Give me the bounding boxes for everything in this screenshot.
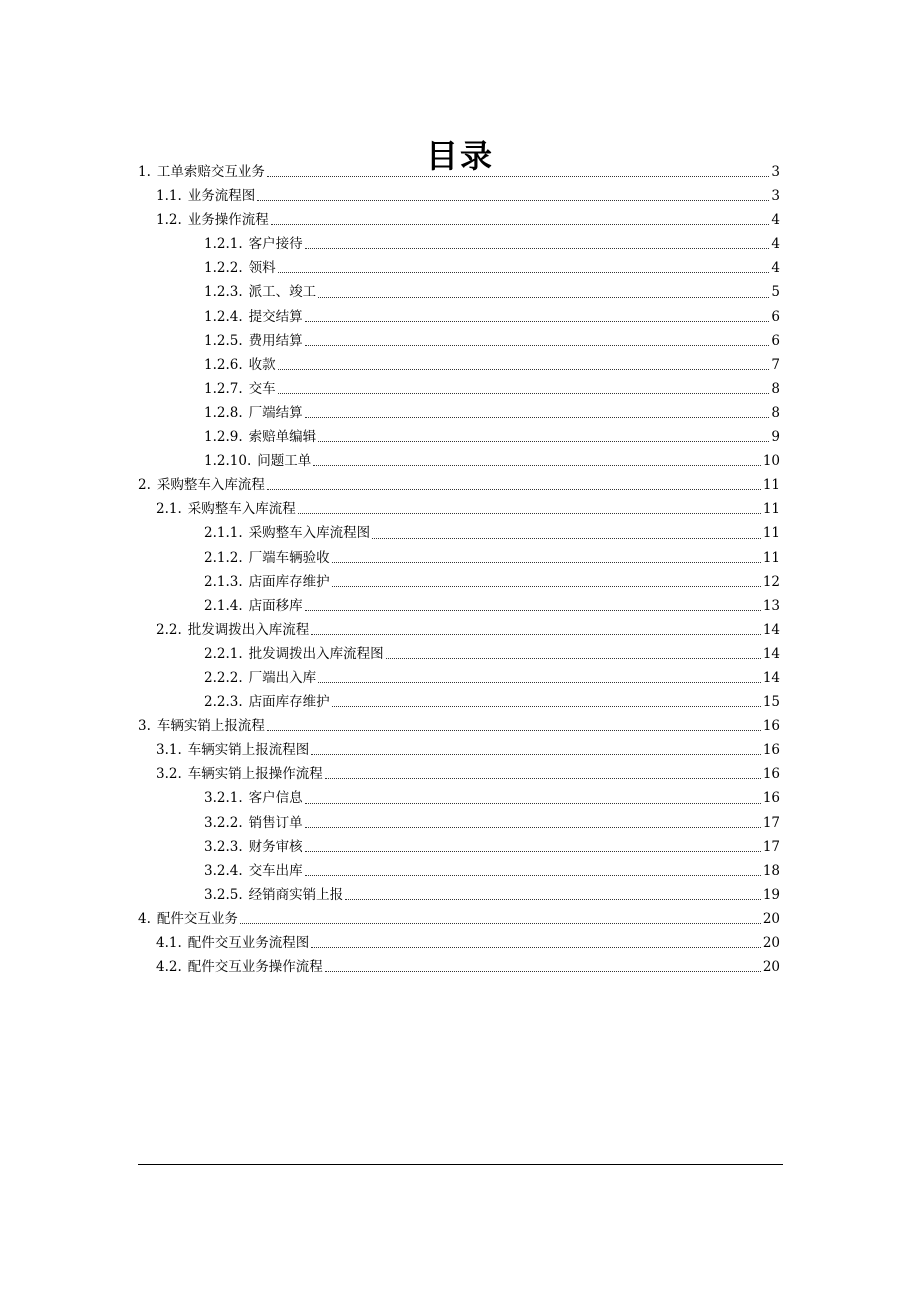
toc-entry-label: 工单索赔交互业务 bbox=[156, 164, 265, 180]
toc-entry-number: 1. bbox=[138, 164, 151, 180]
toc-entry[interactable] bbox=[138, 618, 780, 642]
toc-entry-page: 11 bbox=[762, 501, 780, 518]
toc-dot-leader bbox=[332, 561, 761, 563]
toc-entry[interactable] bbox=[138, 594, 780, 618]
toc-dot-leader bbox=[278, 368, 770, 370]
toc-entry-page: 17 bbox=[762, 838, 780, 855]
toc-entry[interactable] bbox=[138, 329, 780, 353]
toc-entry-number: 3.2.3. bbox=[204, 838, 243, 855]
toc-entry-number: 3.2. bbox=[156, 766, 182, 783]
toc-entry[interactable] bbox=[138, 280, 780, 304]
toc-entry-label: 配件交互业务 bbox=[156, 910, 238, 927]
toc-dot-leader bbox=[318, 440, 769, 442]
toc-entry[interactable] bbox=[138, 377, 780, 401]
toc-dot-leader bbox=[305, 320, 770, 322]
toc-entry-page: 7 bbox=[771, 356, 780, 373]
page-title: 目录 bbox=[425, 137, 494, 176]
toc-dot-leader bbox=[305, 247, 770, 249]
toc-entry-page: 14 bbox=[762, 645, 780, 662]
toc-entry-label: 经销商实销上报 bbox=[248, 886, 344, 903]
toc-entry-page: 6 bbox=[771, 332, 780, 349]
toc-entry-label: 店面库存维护 bbox=[248, 573, 330, 590]
toc-entry-label: 索赔单编辑 bbox=[248, 429, 317, 446]
toc-entry-number: 1.2. bbox=[156, 212, 182, 229]
toc-entry-label: 销售订单 bbox=[248, 814, 303, 831]
toc-entry-label: 交车出库 bbox=[248, 862, 303, 879]
toc-entry[interactable] bbox=[138, 786, 780, 810]
toc-entry-number: 3.1. bbox=[156, 742, 182, 759]
toc-dot-leader bbox=[305, 609, 761, 611]
toc-entry-number: 2.1.2. bbox=[204, 549, 243, 566]
toc-entry[interactable] bbox=[138, 208, 780, 232]
toc-entry[interactable] bbox=[138, 955, 780, 979]
toc-entry-label: 采购整车入库流程 bbox=[187, 501, 296, 518]
toc-entry-number: 1.2.6. bbox=[204, 356, 243, 373]
toc-entry-page: 5 bbox=[771, 284, 780, 301]
toc-dot-leader bbox=[332, 585, 761, 587]
toc-dot-leader bbox=[345, 898, 761, 900]
toc-entry-label: 采购整车入库流程 bbox=[156, 477, 265, 494]
toc-entry-label: 店面库存维护 bbox=[248, 694, 330, 711]
toc-entry-page: 4 bbox=[771, 212, 780, 229]
toc-dot-leader bbox=[240, 922, 761, 924]
toc-dot-leader bbox=[318, 681, 761, 683]
toc-entry-label: 费用结算 bbox=[248, 332, 303, 349]
toc-entry[interactable] bbox=[138, 353, 780, 377]
toc-entry[interactable] bbox=[138, 835, 780, 859]
toc-entry-label: 厂端出入库 bbox=[248, 669, 317, 686]
toc-entry[interactable] bbox=[138, 232, 780, 256]
toc-entry-label: 批发调拨出入库流程 bbox=[187, 621, 310, 638]
toc-entry[interactable] bbox=[138, 473, 780, 497]
toc-entry-page: 10 bbox=[762, 453, 780, 470]
toc-dot-leader bbox=[313, 464, 761, 466]
toc-entry-label: 财务审核 bbox=[248, 838, 303, 855]
toc-entry-page: 4 bbox=[771, 260, 780, 277]
toc-dot-leader bbox=[257, 199, 769, 201]
toc-dot-leader bbox=[305, 416, 770, 418]
toc-entry[interactable] bbox=[138, 690, 780, 714]
toc-dot-leader bbox=[305, 874, 761, 876]
toc-entry-page: 11 bbox=[762, 477, 780, 494]
toc-entry-page: 11 bbox=[762, 525, 780, 542]
toc-dot-leader bbox=[311, 753, 761, 755]
toc-entry[interactable] bbox=[138, 425, 780, 449]
toc-entry-number: 1.2.2. bbox=[204, 260, 243, 277]
toc-dot-leader bbox=[311, 633, 761, 635]
toc-entry[interactable] bbox=[138, 546, 780, 570]
toc-entry-number: 2. bbox=[138, 477, 151, 494]
toc-entry-page: 19 bbox=[762, 886, 780, 903]
toc-entry[interactable] bbox=[138, 521, 780, 545]
toc-entry[interactable] bbox=[138, 160, 780, 184]
toc-entry-page: 14 bbox=[762, 621, 780, 638]
toc-entry-label: 批发调拨出入库流程图 bbox=[248, 645, 384, 662]
toc-entry-page: 16 bbox=[762, 742, 780, 759]
toc-entry-page: 9 bbox=[771, 429, 780, 446]
toc-entry-number: 1.2.4. bbox=[204, 308, 243, 325]
toc-dot-leader bbox=[311, 946, 761, 948]
toc-dot-leader bbox=[267, 729, 761, 731]
toc-entry-number: 1.2.9. bbox=[204, 429, 243, 446]
toc-entry-page: 20 bbox=[762, 959, 780, 976]
toc-entry-number: 2.2.3. bbox=[204, 694, 243, 711]
toc-dot-leader bbox=[318, 296, 769, 298]
toc-dot-leader bbox=[305, 826, 761, 828]
toc-entry-page: 8 bbox=[771, 380, 780, 397]
toc-entry-label: 派工、竣工 bbox=[248, 284, 317, 301]
toc-entry-number: 3.2.5. bbox=[204, 886, 243, 903]
toc-dot-leader bbox=[267, 175, 770, 177]
toc-entry-label: 提交结算 bbox=[248, 308, 303, 325]
toc-dot-leader bbox=[325, 777, 761, 779]
toc-entry-page: 15 bbox=[762, 694, 780, 711]
toc-entry-page: 3 bbox=[771, 188, 780, 205]
toc-entry-number: 3. bbox=[138, 718, 151, 735]
toc-entry-label: 配件交互业务流程图 bbox=[187, 935, 310, 951]
toc-entry-page: 18 bbox=[762, 862, 780, 879]
toc-entry-label: 业务操作流程 bbox=[187, 212, 269, 229]
toc-entry-label: 车辆实销上报流程 bbox=[156, 718, 265, 735]
footer-divider bbox=[138, 1164, 783, 1165]
toc-entry[interactable] bbox=[138, 497, 780, 521]
toc-entry-number: 1.2.8. bbox=[204, 404, 243, 421]
toc-entry-number: 3.2.2. bbox=[204, 814, 243, 831]
toc-dot-leader bbox=[298, 512, 761, 514]
toc-entry-page: 16 bbox=[762, 766, 780, 783]
toc-entry-label: 客户信息 bbox=[248, 790, 303, 807]
toc-dot-leader bbox=[332, 705, 761, 707]
toc-dot-leader bbox=[325, 970, 761, 972]
toc-entry-number: 3.2.1. bbox=[204, 790, 243, 807]
toc-entry-label: 采购整车入库流程图 bbox=[248, 525, 371, 542]
toc-entry-label: 车辆实销上报操作流程 bbox=[187, 766, 323, 783]
toc-entry[interactable] bbox=[138, 762, 780, 786]
toc-entry-number: 1.2.5. bbox=[204, 332, 243, 349]
toc-entry-number: 4. bbox=[138, 910, 151, 927]
toc-entry[interactable] bbox=[138, 642, 780, 666]
toc-entry-page: 4 bbox=[771, 236, 780, 253]
toc-entry[interactable] bbox=[138, 449, 780, 473]
toc-entry[interactable] bbox=[138, 859, 780, 883]
toc-entry[interactable] bbox=[138, 907, 780, 931]
toc-entry[interactable] bbox=[138, 738, 780, 762]
toc-entry-label: 配件交互业务操作流程 bbox=[187, 959, 323, 976]
toc-entry-label: 交车 bbox=[248, 380, 276, 397]
toc-entry-number: 1.2.10. bbox=[204, 453, 252, 470]
toc-dot-leader bbox=[305, 802, 761, 804]
toc-entry[interactable] bbox=[138, 811, 780, 835]
toc-entry-number: 3.2.4. bbox=[204, 862, 243, 879]
toc-entry-number: 2.2. bbox=[156, 621, 182, 638]
toc-entry-label: 车辆实销上报流程图 bbox=[187, 742, 310, 759]
toc-dot-leader bbox=[305, 850, 761, 852]
toc-entry-page: 8 bbox=[771, 404, 780, 421]
toc-dot-leader bbox=[271, 223, 770, 225]
toc-entry-number: 1.2.1. bbox=[204, 236, 243, 253]
toc-entry-page: 20 bbox=[762, 910, 780, 927]
toc-entry-page: 3 bbox=[771, 164, 780, 180]
toc-entry-number: 4.1. bbox=[156, 935, 182, 951]
toc-entry[interactable] bbox=[138, 401, 780, 425]
toc-entry[interactable] bbox=[138, 666, 780, 690]
toc-entry-page: 16 bbox=[762, 718, 780, 735]
toc-dot-leader bbox=[278, 271, 770, 273]
toc-entry-page: 11 bbox=[762, 549, 780, 566]
toc-entry[interactable] bbox=[138, 883, 780, 907]
toc-dot-leader bbox=[372, 537, 761, 539]
toc-entry-number: 4.2. bbox=[156, 959, 182, 976]
toc-entry-label: 收款 bbox=[248, 356, 276, 373]
toc-entry-page: 17 bbox=[762, 814, 780, 831]
toc-entry-page: 16 bbox=[762, 790, 780, 807]
toc-entry-label: 客户接待 bbox=[248, 236, 303, 253]
toc-entry-number: 1.2.3. bbox=[204, 284, 243, 301]
toc-entry-number: 2.2.1. bbox=[204, 645, 243, 662]
toc-entry-page: 6 bbox=[771, 308, 780, 325]
toc-dot-leader bbox=[305, 344, 770, 346]
toc-entry-page: 20 bbox=[762, 935, 780, 951]
toc-entry-label: 问题工单 bbox=[257, 453, 312, 470]
toc-entry-number: 1.2.7. bbox=[204, 380, 243, 397]
toc-entry-number: 2.1. bbox=[156, 501, 182, 518]
toc-entry-number: 2.1.3. bbox=[204, 573, 243, 590]
table-of-contents bbox=[138, 160, 780, 979]
toc-dot-leader bbox=[278, 392, 770, 394]
toc-entry[interactable] bbox=[138, 305, 780, 329]
toc-entry-number: 2.1.1. bbox=[204, 525, 243, 542]
toc-entry[interactable] bbox=[138, 256, 780, 280]
toc-dot-leader bbox=[267, 488, 761, 490]
toc-dot-leader bbox=[386, 657, 761, 659]
toc-entry-label: 厂端车辆验收 bbox=[248, 549, 330, 566]
toc-entry[interactable] bbox=[138, 570, 780, 594]
toc-entry-label: 领料 bbox=[248, 260, 276, 277]
toc-entry[interactable] bbox=[138, 714, 780, 738]
toc-entry-page: 13 bbox=[762, 597, 780, 614]
toc-entry[interactable] bbox=[138, 184, 780, 208]
toc-entry[interactable] bbox=[138, 931, 780, 955]
toc-entry-number: 2.1.4. bbox=[204, 597, 243, 614]
toc-entry-number: 2.2.2. bbox=[204, 669, 243, 686]
toc-entry-label: 店面移库 bbox=[248, 597, 303, 614]
toc-entry-number: 1.1. bbox=[156, 188, 182, 205]
toc-entry-page: 14 bbox=[762, 669, 780, 686]
toc-entry-label: 厂端结算 bbox=[248, 404, 303, 421]
toc-entry-page: 12 bbox=[762, 573, 780, 590]
toc-entry-label: 业务流程图 bbox=[187, 188, 256, 205]
